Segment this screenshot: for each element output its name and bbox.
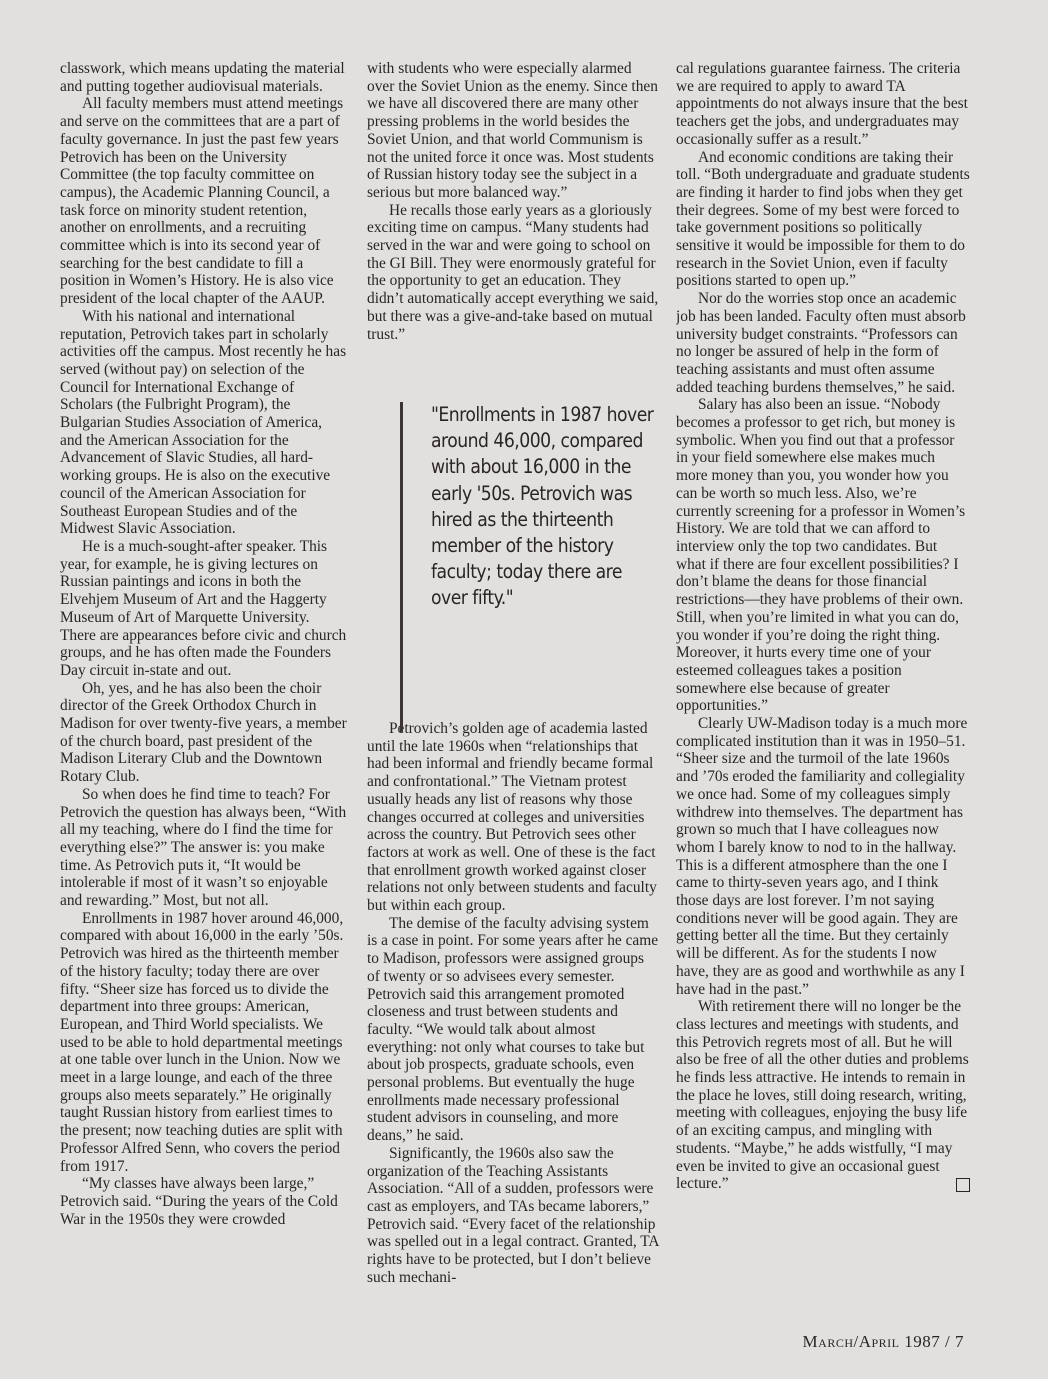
paragraph: Salary has also been an issue. “Nobody becomes a professor to get rich, but money is symbolic. When you find out that a professor in your field somewhere else makes much more money than you, you wonder how you can be worth so much less. Also, we’re currently screening for a professor in Women’s History. We are told that we can afford to interview only the top two candidates. But what if there are four excellent possibilities? I don’t blame the deans for those financial restrictions—they have problems of their own. Still, when you’re limited in what you can do, you wonder if you’re doing the right thing. Moreover, it hurts every time one of your esteemed colleagues takes a position somewhere else because of greater opportunities.” — [676, 396, 966, 715]
page-number: 7 — [955, 1332, 964, 1351]
footer-separator: / — [945, 1332, 951, 1351]
paragraph: with students who were especially alarmed over the Soviet Union as the enemy. Since then we have all discovered there are many other pressing problems in the world besides the Soviet Union, and that world Communism is not the united force it once was. Most students of Russian history today see the subject in a serious but more balanced way.” — [367, 60, 658, 201]
paragraph: He recalls those early years as a gloriously exciting time on campus. “Many students had served in the war and were going to school on the GI Bill. They were enormously grateful for the opportunity to get an education. They didn’t automatically accept everything we said, but there was a give-and-take based on mutual trust.” — [367, 201, 659, 343]
paragraph: “My classes have always been large,” Petrovich said. “During the years of the Cold War in the 1950s they were crowded — [60, 1175, 338, 1228]
end-of-article-box-icon — [956, 1178, 970, 1192]
paragraph: cal regulations guarantee fairness. The criteria we are required to apply to award TA appointments do not always insure that the best teachers get the jobs, and undergraduates may occasionally suffer as a result.” — [676, 60, 968, 148]
paragraph: And economic conditions are taking their toll. “Both undergraduate and graduate students are finding it harder to find jobs when they get their degrees. Some of my best were forced to take government positions so politically sensitive it would be impossible for them to do research in the Soviet Union, even if faculty positions started to open up.” — [676, 148, 970, 290]
pull-quote — [400, 402, 654, 732]
paragraph: So when does he find time to teach? For Petrovich the question has always been, “With all my teaching, where do I find the time for everything else?” The answer is: you make time. As Petrovich puts it, “It would be intolerable if most of it wasn’t so enjoyable and rewarding.” Most, but not all. — [60, 785, 347, 910]
paragraph: Enrollments in 1987 hover around 46,000, compared with about 16,000 in the early ’50s. Petrovich was hired as the thirteenth member of the history faculty; today there are over fifty. “Sheer size has forced us to divide the department into three groups: American, European, and Third World specialists. We used to be able to hold departmental meetings at one table over lunch in the Union. Now we meet in a large lounge, and each of the three groups also meets separately.” He originally taught Russian history from earliest times to the present; now teaching duties are split with Professor Alfred Senn, who covers the period from 1917. — [60, 909, 344, 1175]
column-2-lower — [367, 720, 660, 1287]
column-2-upper — [367, 60, 660, 343]
pull-quote-text: "Enrollments in 1987 hover around 46,000, compared with about 16,000 in the early '50s. Petrovich was hired as the thirteenth member of the history faculty; today there are over fifty." — [431, 403, 654, 610]
issue-date: March/April 1987 — [802, 1332, 941, 1351]
page-footer — [803, 1332, 964, 1352]
paragraph: All faculty members must attend meetings and serve on the committees that are a part of faculty governance. In just the past few years Petrovich has been on the University Committee (the top faculty committee on campus), the Academic Planning Council, a task force on minority student retention, another on enrollments, and a recruiting committee which is into its second year of searching for the best candidate to fill a position in Women’s History. He is also vice president of the local chapter of the AAUP. — [60, 95, 344, 308]
paragraph — [676, 998, 970, 1193]
paragraph: With his national and international reputation, Petrovich takes part in scholarly activities off the campus. Most recently he has served (without pay) on selection of the Council for International Exchange of Scholars (the Fulbright Program), the Bulgarian Studies Association of America, and the American Association for the Advancement of Slavic Studies, all hard-working groups. He is also on the executive council of the American Association for Southeast European Studies and of the Midwest Slavic Association. — [60, 307, 347, 538]
paragraph: Petrovich’s golden age of academia lasted until the late 1960s when “relationships that had been informal and friendly became formal and confrontational.” The Vietnam protest usually heads any list of reasons why those changes occurred at colleges and universities across the country. But Petrovich sees other factors at work as well. One of these is the fact that enrollment growth worked against closer relations not only between students and faculty but within each group. — [367, 720, 657, 915]
paragraph: The demise of the faculty advising system is a case in point. For some years after he came to Madison, professors were assigned groups of twenty or so advisees every semester. Petrovich said this arrangement promoted closeness and trust between students and faculty. “We would talk about almost everything: not only what courses to take but about job prospects, graduate schools, even personal problems. But eventually the huge enrollments made necessary professional student advisors in counseling, and more deans,” he said. — [367, 914, 659, 1145]
text-column-1 — [60, 60, 348, 1320]
paragraph-text: With retirement there will no longer be the class lectures and meetings with students, and this Petrovich regrets most of all. But he will also be free of all the other duties and problems he finds less attractive. He intends to remain in the place he loves, still doing research, writing, meeting with colleagues, enjoying the busy life of an exciting campus, and mingling with students. “Maybe,” he adds wistfully, “I may even be invited to give an occasional guest lecture.” — [676, 998, 969, 1193]
paragraph: classwork, which means updating the material and putting together audiovisual materials. — [60, 60, 345, 95]
text-column-3 — [676, 60, 970, 1320]
paragraph: Oh, yes, and he has also been the choir director of the Greek Orthodox Church in Madison for over twenty-five years, a member of the church board, past president of the Madison Literary Club and the Downtown Rotary Club. — [60, 679, 347, 786]
paragraph: Clearly UW-Madison today is a much more complicated institution than it was in 1950–51. “Sheer size and the turmoil of the late 1960s and ’70s eroded the familiarity and collegiality we once had. Some of my colleagues simply withdrew into themselves. The department has grown so much that I have colleagues now whom I barely know to nod to in the hallway. This is a different atmosphere than the one I came to thirty-seven years ago, and I think those days are lost forever. I’m not saying conditions never will be good again. They are getting better all the time. But they certainly will be different. As for the students I now have, they are as good and worthwhile as any I have had in the past.” — [676, 715, 968, 998]
paragraph: Significantly, the 1960s also saw the organization of the Teaching Assistants Association. “All of a sudden, professors were cast as employers, and TAs became laborers,” Petrovich said. “Every facet of the relationship was spelled out in a legal contract. Granted, TA rights have to be protected, but I don’t believe such mechani- — [367, 1144, 659, 1286]
paragraph: He is a much-sought-after speaker. This year, for example, he is giving lectures on Russian paintings and icons in both the Elvehjem Museum of Art and the Haggerty Museum of Art of Marquette University. There are appearances before civic and church groups, and he has often made the Founders Day circuit in-state and out. — [60, 537, 347, 679]
paragraph: Nor do the worries stop once an academic job has been landed. Faculty often must absorb university budget constraints. “Professors can no longer be assured of help in the form of teaching assistants and must often assume added teaching burdens themselves,” he said. — [676, 290, 966, 396]
